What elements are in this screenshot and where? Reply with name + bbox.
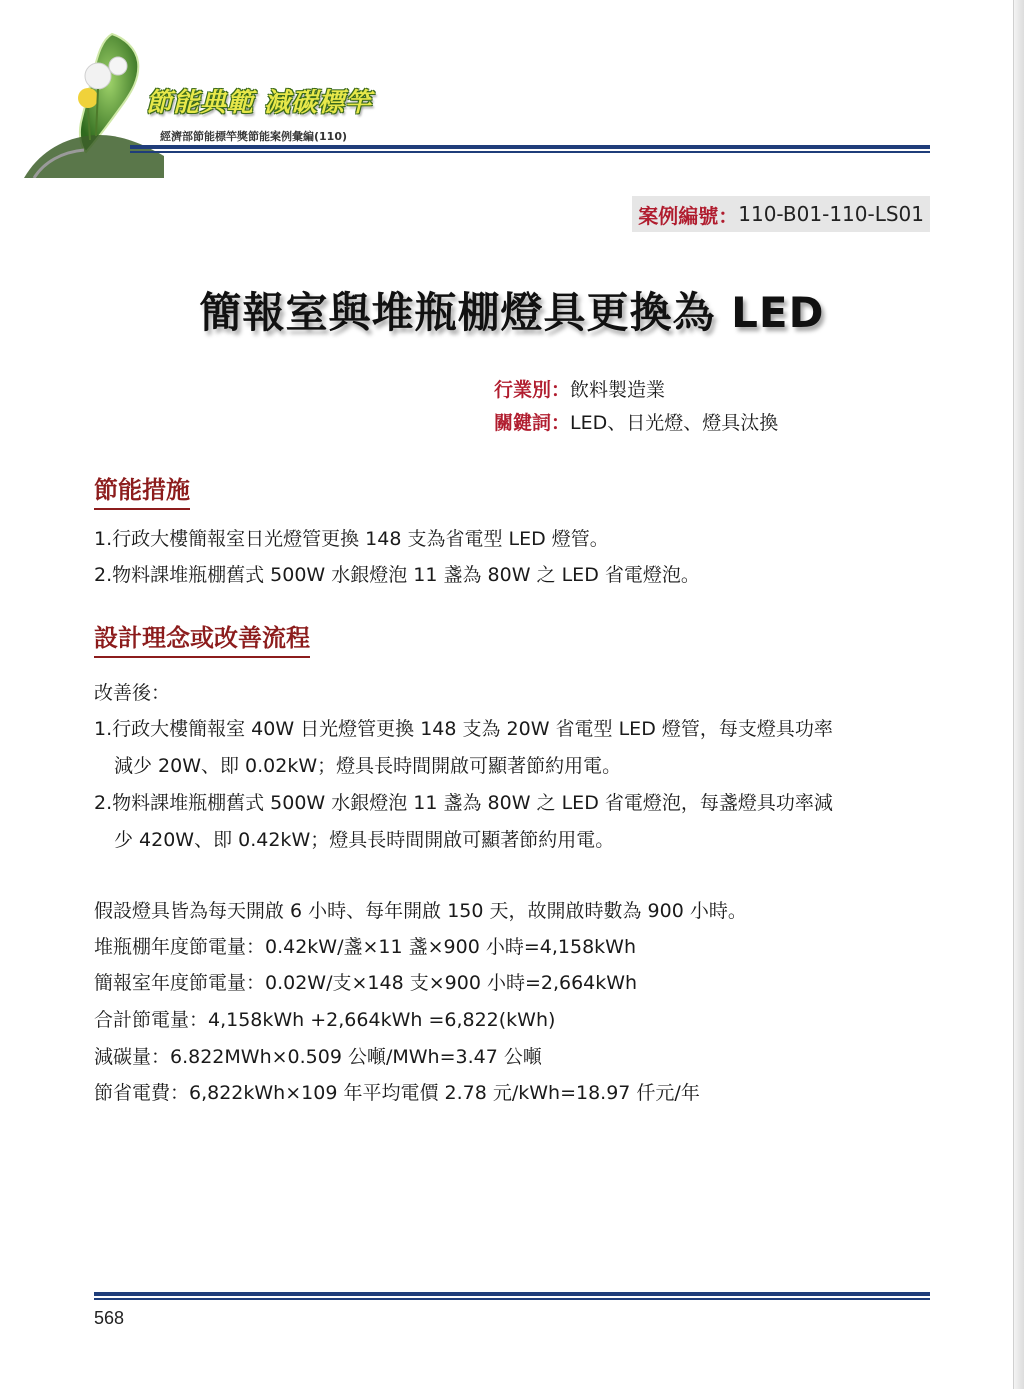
footer-rule	[94, 1292, 930, 1301]
meta-block	[494, 374, 778, 440]
industry-label: 行業別：	[494, 379, 571, 401]
measure-line-2: 2.物料課堆瓶棚舊式 500W 水銀燈泡 11 盞為 80W 之 LED 省電燈泡。	[94, 564, 700, 586]
industry-value: 飲料製造業	[570, 379, 666, 401]
measure-line-1: 1.行政大樓簡報室日光燈管更換 148 支為省電型 LED 燈管。	[94, 528, 609, 550]
design-item-1-line-2: 減少 20W、即 0.02kW；燈具長時間開啟可顯著節約用電。	[114, 755, 622, 777]
keywords-value: LED、日光燈、燈具汰換	[570, 412, 779, 434]
industry-row	[494, 374, 778, 407]
calc-line-2: 堆瓶棚年度節電量：0.42kW/盞×11 盞×900 小時=4,158kWh	[94, 936, 637, 958]
section-heading-design: 設計理念或改善流程	[94, 618, 310, 658]
design-item-2-line-1: 2.物料課堆瓶棚舊式 500W 水銀燈泡 11 盞為 80W 之 LED 省電燈泡，每盞燈具功率減	[94, 792, 833, 814]
page-number: 568	[94, 1308, 125, 1328]
design-item-2-line-2: 少 420W、即 0.42kW；燈具長時間開啟可顯著節約用電。	[114, 829, 615, 851]
calc-line-4: 合計節電量：4,158kWh +2,664kWh =6,822(kWh)	[94, 1009, 556, 1031]
case-number-badge	[632, 196, 930, 232]
case-number-label: 案例編號：	[638, 203, 739, 228]
page-edge	[1013, 0, 1024, 1389]
keywords-label: 關鍵詞：	[494, 412, 571, 434]
document-title: 簡報室與堆瓶棚燈具更換為 LED	[199, 288, 825, 337]
header	[0, 0, 1024, 190]
keywords-row	[494, 407, 778, 440]
calc-line-5: 減碳量：6.822MWh×0.509 公噸/MWh=3.47 公噸	[94, 1046, 542, 1068]
header-rule	[130, 145, 930, 154]
design-item-1-line-1: 1.行政大樓簡報室 40W 日光燈管更換 148 支為 20W 省電型 LED 燈管，每支燈具功率	[94, 718, 833, 740]
case-number-value: 110-B01-110-LS01	[738, 202, 924, 226]
calc-line-1: 假設燈具皆為每天開啟 6 小時、每年開啟 150 天，故開啟時數為 900 小時。	[94, 900, 747, 922]
brand-subtitle: 經濟部節能標竿獎節能案例彙編(110)	[160, 130, 348, 143]
design-intro: 改善後：	[94, 682, 171, 704]
calc-line-3: 簡報室年度節電量：0.02W/支×148 支×900 小時=2,664kWh	[94, 972, 638, 994]
section-heading-measures: 節能措施	[94, 470, 190, 510]
calc-line-6: 節省電費：6,822kWh×109 年平均電價 2.78 元/kWh=18.97 仟元/年	[94, 1082, 700, 1104]
taiwan-dandelion-logo-icon	[24, 28, 164, 178]
brand-title: 節能典範 減碳標竿	[146, 88, 373, 118]
